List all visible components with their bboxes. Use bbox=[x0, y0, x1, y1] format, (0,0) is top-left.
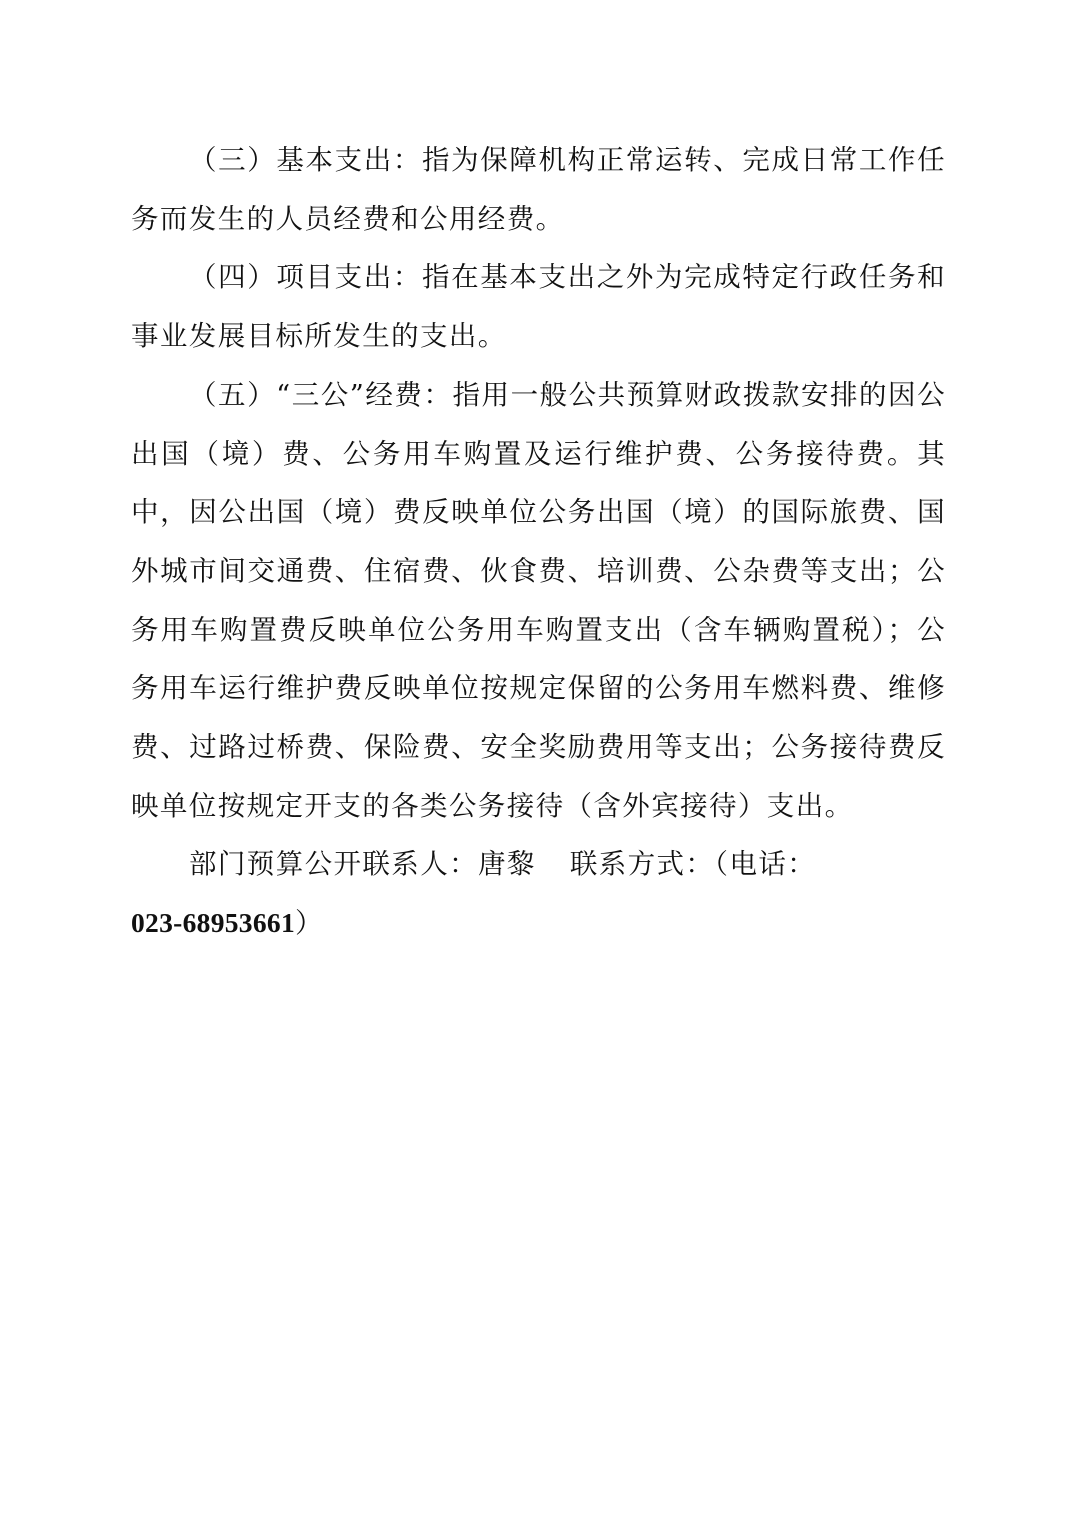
document-body bbox=[131, 131, 946, 953]
contact-info bbox=[131, 835, 946, 952]
contact-phone-line bbox=[131, 894, 946, 953]
contact-phone-number: 023-68953661 bbox=[131, 907, 296, 939]
contact-method-label: 联系方式：（电话： bbox=[569, 848, 817, 881]
paragraph-basic-expenditure: （三）基本支出：指为保障机构正常运转、完成日常工作任务而发生的人员经费和公用经费。 bbox=[131, 144, 946, 235]
contact-person: 部门预算公开联系人：唐黎 bbox=[189, 848, 536, 881]
paragraph-project-expenditure: （四）项目支出：指在基本支出之外为完成特定行政任务和事业发展目标所发生的支出。 bbox=[131, 261, 946, 353]
contact-closing-paren: ） bbox=[295, 907, 324, 940]
paragraph-three-public-expenses: （五）“三公”经费：指用一般公共预算财政拨款安排的因公出国（境）费、公务用车购置及运行维护费、公务接待费。其中，因公出国（境）费反映单位公务出国（境）的国际旅费、国外城市间交通费、住宿费、伙食费、培训费、公杂费等支出；公务用车购置费反映单位公务用车购置支出（含车辆购置税）；公务用车运行维护费反映单位按规定保留的公务用车燃料费、维修费、过路过桥费、保险费、安全奖励费用等支出；公务接待费反映单位按规定开支的各类公务接待（含外宾接待）支出。 bbox=[131, 378, 946, 822]
